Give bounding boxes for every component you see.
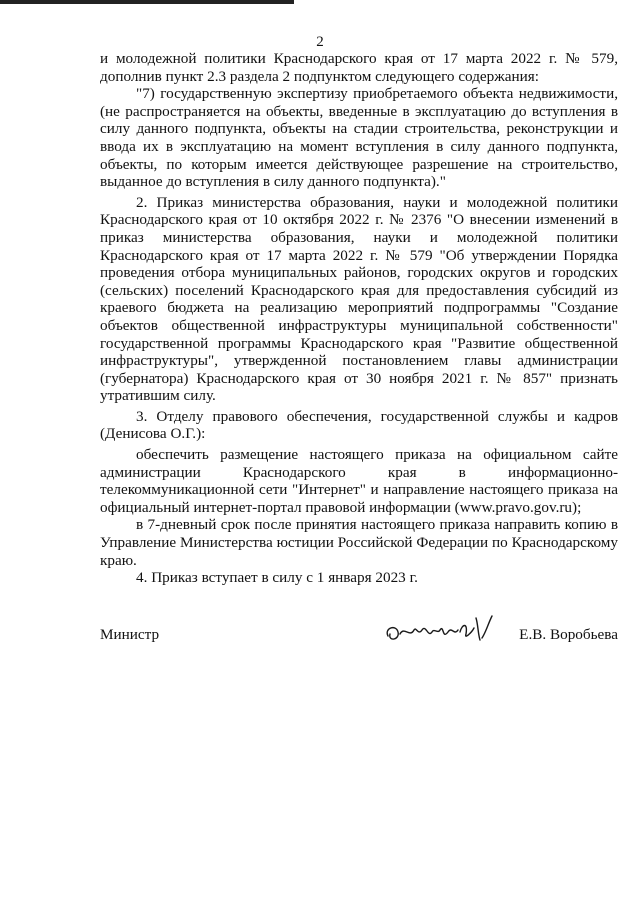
signer-name: Е.В. Воробьева (519, 626, 618, 643)
paragraph-item-3: 3. Отделу правового обеспечения, государственной службы и кадров (Денисова О.Г.): (100, 407, 618, 443)
signature-block (100, 618, 618, 658)
document-body (100, 50, 618, 587)
handwritten-signature (382, 610, 512, 650)
signer-title: Министр (100, 626, 160, 643)
paragraph-item-4: 4. Приказ вступает в силу с 1 января 2023 г. (136, 569, 418, 587)
paragraph-publication: обеспечить размещение настоящего приказа на официальном сайте администрации Краснодарского края в информационно-телекоммуникационной сети "Интернет" и направление настоящего приказа на официальный интернет-портал правовой информации (www.pravo.gov.ru); (100, 446, 618, 516)
paragraph-continuation: и молодежной политики Краснодарского края от 17 марта 2022 г. № 579, дополнив пункт 2.3 раздела 2 подпунктом следующего содержания: (100, 50, 618, 85)
paragraph-item-2: 2. Приказ министерства образования, науки и молодежной политики Краснодарского края от 10 октября 2022 г. № 2376 "О внесении изменений в приказ министерства образования, науки и молодежной политики Краснодарского края от 17 марта 2022 г. № 579 "Об утверждении Порядка проведения отбора муниципальных районов, городских округов и городских (сельских) поселений Краснодарского края для предоставления субсидий из краевого бюджета на реализацию мероприятий подпрограммы "Создание объектов общественной инфраструктуры муниципальной собственности" государственной программы Краснодарского края "Развитие общественной инфраструктуры", утвержденной постановлением главы администрации (губернатора) Краснодарского края от 30 ноября 2021 г. № 857" признать утратившим силу. (100, 193, 618, 405)
scan-top-bar (0, 0, 294, 4)
paragraph-copy-to-ministry: в 7-дневный срок после принятия настоящего приказа направить копию в Управление Министерства юстиции Российской Федерации по Краснодарскому краю. (100, 516, 618, 569)
page-number: 2 (316, 34, 324, 50)
paragraph-subclause-7: "7) государственную экспертизу приобретаемого объекта недвижимости, (не распространяется на объекты, введенные в эксплуатацию до вступления в силу данного подпункта, объекты на стадии строительства, реконструкции и ввода их в эксплуатацию на момент вступления в силу данного подпункта, объекты, по которым имеется действующее разрешение на строительство, выданное до вступления в силу данного подпункта)." (100, 85, 618, 191)
